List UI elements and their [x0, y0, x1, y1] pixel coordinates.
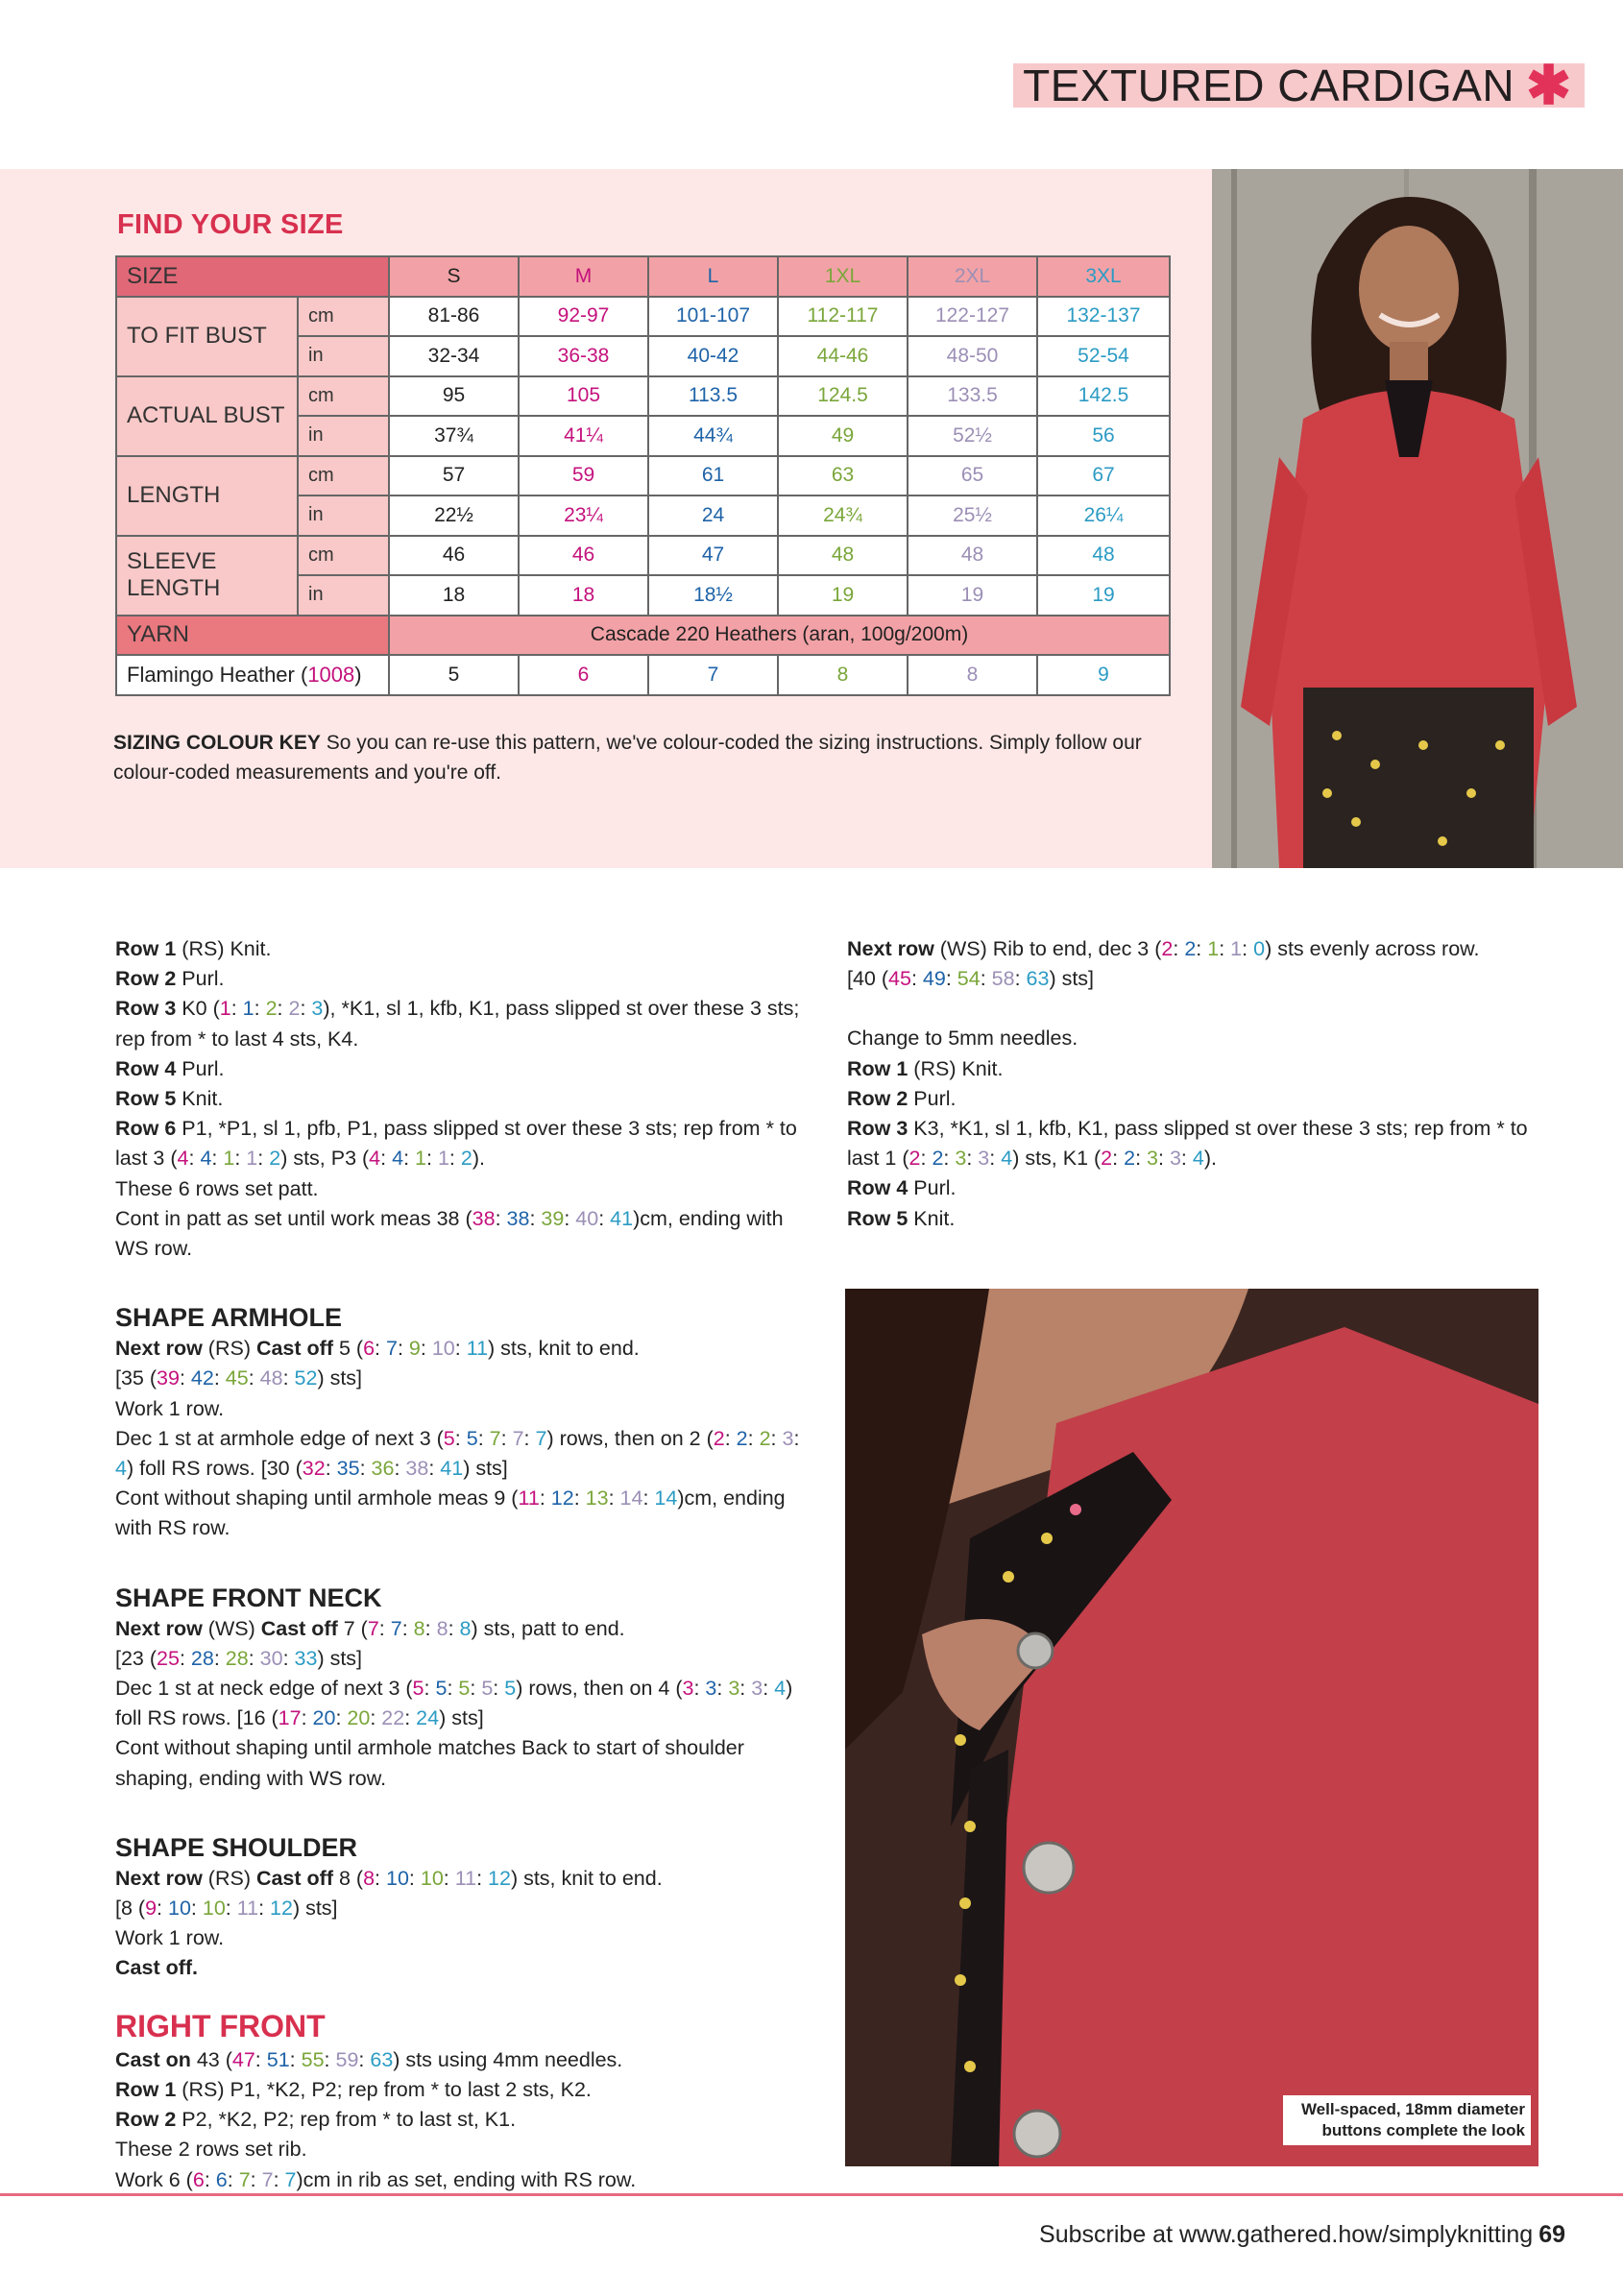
- unit-cell: cm: [298, 536, 389, 576]
- unit-cell: cm: [298, 297, 389, 337]
- measure-value: 18: [389, 575, 519, 616]
- section-title-text: TEXTURED CARDIGAN: [1023, 60, 1515, 110]
- unit-cell: cm: [298, 456, 389, 496]
- measure-value: 56: [1037, 416, 1170, 456]
- measure-value: 25½: [908, 495, 1037, 536]
- balls-cell: 7: [648, 655, 778, 695]
- measure-value: 52-54: [1037, 336, 1170, 376]
- footer: [1039, 2221, 1565, 2249]
- measure-value: 49: [778, 416, 908, 456]
- measure-value: 48: [778, 536, 908, 576]
- measure-row: [116, 376, 1170, 417]
- pattern-column-left: Row 1 (RS) Knit. Row 2 Purl. Row 3 K0 (1: 1: 2: 2: 3), *K1, sl 1, kfb, K1, pass slipped st over these 3 sts; rep from * to last 4 sts, K4. Row 4 Purl. Row 5 Knit. Row 6 P1, *P1, sl 1, pfb, P1, pass slipped st over these 3 sts; rep from * to last 3 (4: 4: 1: 1: 2) sts, P3 (4: 4: 1: 1: 2). These 6 rows set patt. Cont in patt as set until work meas 38 (38: 38: 39: 40: 41)cm, ending with WS row. SHAPE ARMHOLE Next row (RS) Cast off 5 (6: 7: 9: 10: 11) sts, knit to end. [35 (39: 42: 45: 48: 52) sts] Work 1 row. Dec 1 st at armhole edge of next 3 (5: 5: 7: 7: 7) rows, then on 2 (2: 2: 2: 3: 4) foll RS rows. [30 (32: 35: 36: 38: 41) sts] Cont without shaping until armhole meas 9 (11: 12: 13: 14: 14)cm, ending with RS row. SHAPE FRONT NECK Next row (WS) Cast off 7 (7: 7: 8: 8: 8) sts, patt to end. [23 (25: 28: 28: 30: 33) sts] Dec 1 st at neck edge of next 3 (5: 5: 5: 5: 5) rows, then on 4 (3: 3: 3: 3: 4) foll RS rows. [16 (17: 20: 20: 22: 24) sts] Cont without shaping until armhole matches Back to start of shoulder shaping, ending with WS row. SHAPE SHOULDER Next row (RS) Cast off 8 (8: 10: 10: 11: 12) sts, knit to end. [8 (9: 10: 10: 11: 12) sts] Work 1 row. Cast off. RIGHT FRONT Cast on 43 (47: 51: 55: 59: 63) sts using 4mm needles. Row 1 (RS) P1, *K2, P2; rep from * to last 2 sts, K2. Row 2 P2, *K2, P2; rep from * to last st, K1. These 2 rows set rib. Work 6 (6: 6: 7: 7: 7)cm in rib as set, ending with RS row.: [115, 934, 807, 2195]
- measure-label: LENGTH: [116, 456, 298, 536]
- section-heading: SHAPE FRONT NECK: [115, 1583, 382, 1612]
- yarn-row: [116, 616, 1170, 656]
- measure-value: 57: [389, 456, 519, 496]
- measure-value: 46: [519, 536, 648, 576]
- measure-value: 22½: [389, 495, 519, 536]
- balls-cell: 5: [389, 655, 519, 695]
- yarn-label: YARN: [116, 616, 389, 656]
- sizing-colour-key: [113, 728, 1170, 787]
- measure-value: 44-46: [778, 336, 908, 376]
- measure-value: 105: [519, 376, 648, 417]
- yarn-value: Cascade 220 Heathers (aran, 100g/200m): [389, 616, 1170, 656]
- measure-value: 23¼: [519, 495, 648, 536]
- footer-divider: [0, 2193, 1623, 2196]
- unit-cell: in: [298, 336, 389, 376]
- colour-label: Flamingo Heather (1008): [116, 655, 389, 695]
- key-body: So you can re-use this pattern, we've colour-coded the sizing instructions. Simply follow our colour-coded measurements and you're off.: [113, 732, 1142, 784]
- measure-value: 18: [519, 575, 648, 616]
- size-table: [115, 255, 1171, 696]
- balls-cell: 8: [778, 655, 908, 695]
- measure-value: 67: [1037, 456, 1170, 496]
- size-header-cell: 3XL: [1037, 256, 1170, 297]
- detail-photo: [845, 1289, 1538, 2166]
- measure-value: 48: [908, 536, 1037, 576]
- balls-cell: 6: [519, 655, 648, 695]
- measure-value: 124.5: [778, 376, 908, 417]
- unit-cell: in: [298, 416, 389, 456]
- measure-value: 48: [1037, 536, 1170, 576]
- measure-value: 132-137: [1037, 297, 1170, 337]
- section-heading: SHAPE ARMHOLE: [115, 1303, 343, 1333]
- measure-value: 59: [519, 456, 648, 496]
- measure-value: 19: [778, 575, 908, 616]
- flower-asterisk-icon: ✱: [1526, 55, 1571, 115]
- measure-value: 142.5: [1037, 376, 1170, 417]
- measure-value: 63: [778, 456, 908, 496]
- colour-code: 1008: [307, 662, 355, 687]
- measure-value: 19: [908, 575, 1037, 616]
- measure-value: 37¾: [389, 416, 519, 456]
- measure-value: 19: [1037, 575, 1170, 616]
- measure-row: [116, 297, 1170, 337]
- size-header-row: [116, 256, 1170, 297]
- size-header-cell: L: [648, 256, 778, 297]
- size-header-label: SIZE: [116, 256, 389, 297]
- measure-value: 36-38: [519, 336, 648, 376]
- measure-value: 40-42: [648, 336, 778, 376]
- measure-value: 41¼: [519, 416, 648, 456]
- measure-value: 24: [648, 495, 778, 536]
- page-number: 69: [1538, 2221, 1565, 2248]
- measure-value: 52½: [908, 416, 1037, 456]
- section-heading: SHAPE SHOULDER: [115, 1832, 358, 1862]
- measure-label: ACTUAL BUST: [116, 376, 298, 456]
- measure-row: [116, 536, 1170, 576]
- unit-cell: cm: [298, 376, 389, 417]
- pattern-column-right: Next row (WS) Rib to end, dec 3 (2: 2: 1: 1: 0) sts evenly across row. [40 (45: 49: 54: 58: 63) sts] Change to 5mm needles. Row 1 (RS) Knit. Row 2 Purl. Row 3 K3, *K1, sl 1, kfb, K1, pass slipped st over these 3 sts; rep from * to last 1 (2: 2: 3: 3: 4) sts, K1 (2: 2: 3: 3: 4). Row 4 Purl. Row 5 Knit.: [847, 937, 1528, 1230]
- measure-value: 65: [908, 456, 1037, 496]
- measure-value: 32-34: [389, 336, 519, 376]
- measure-value: 26¼: [1037, 495, 1170, 536]
- measure-value: 18½: [648, 575, 778, 616]
- measure-value: 44¾: [648, 416, 778, 456]
- measure-value: 46: [389, 536, 519, 576]
- size-header-cell: 1XL: [778, 256, 908, 297]
- measure-value: 113.5: [648, 376, 778, 417]
- size-header-cell: 2XL: [908, 256, 1037, 297]
- measure-value: 47: [648, 536, 778, 576]
- photo-caption: Well-spaced, 18mm diameter buttons complete the look: [1283, 2095, 1531, 2145]
- measure-row: [116, 456, 1170, 496]
- colour-row: [116, 655, 1170, 695]
- measure-value: 24¾: [778, 495, 908, 536]
- size-heading: FIND YOUR SIZE: [117, 209, 344, 240]
- measure-label: TO FIT BUST: [116, 297, 298, 376]
- subscribe-text: Subscribe at www.gathered.how/simplyknitting: [1039, 2221, 1534, 2248]
- measure-value: 122-127: [908, 297, 1037, 337]
- measure-value: 95: [389, 376, 519, 417]
- measure-value: 133.5: [908, 376, 1037, 417]
- measure-label: SLEEVE LENGTH: [116, 536, 298, 616]
- unit-cell: in: [298, 495, 389, 536]
- section-heading-major: RIGHT FRONT: [115, 2008, 326, 2043]
- balls-cell: 8: [908, 655, 1037, 695]
- balls-cell: 9: [1037, 655, 1170, 695]
- measure-value: 61: [648, 456, 778, 496]
- unit-cell: in: [298, 575, 389, 616]
- model-photo: [1212, 169, 1623, 868]
- measure-value: 92-97: [519, 297, 648, 337]
- size-header-cell: M: [519, 256, 648, 297]
- measure-value: 48-50: [908, 336, 1037, 376]
- page-section-title: [1013, 55, 1585, 115]
- measure-value: 112-117: [778, 297, 908, 337]
- size-header-cell: S: [389, 256, 519, 297]
- measure-value: 81-86: [389, 297, 519, 337]
- measure-value: 101-107: [648, 297, 778, 337]
- key-title: SIZING COLOUR KEY: [113, 732, 321, 754]
